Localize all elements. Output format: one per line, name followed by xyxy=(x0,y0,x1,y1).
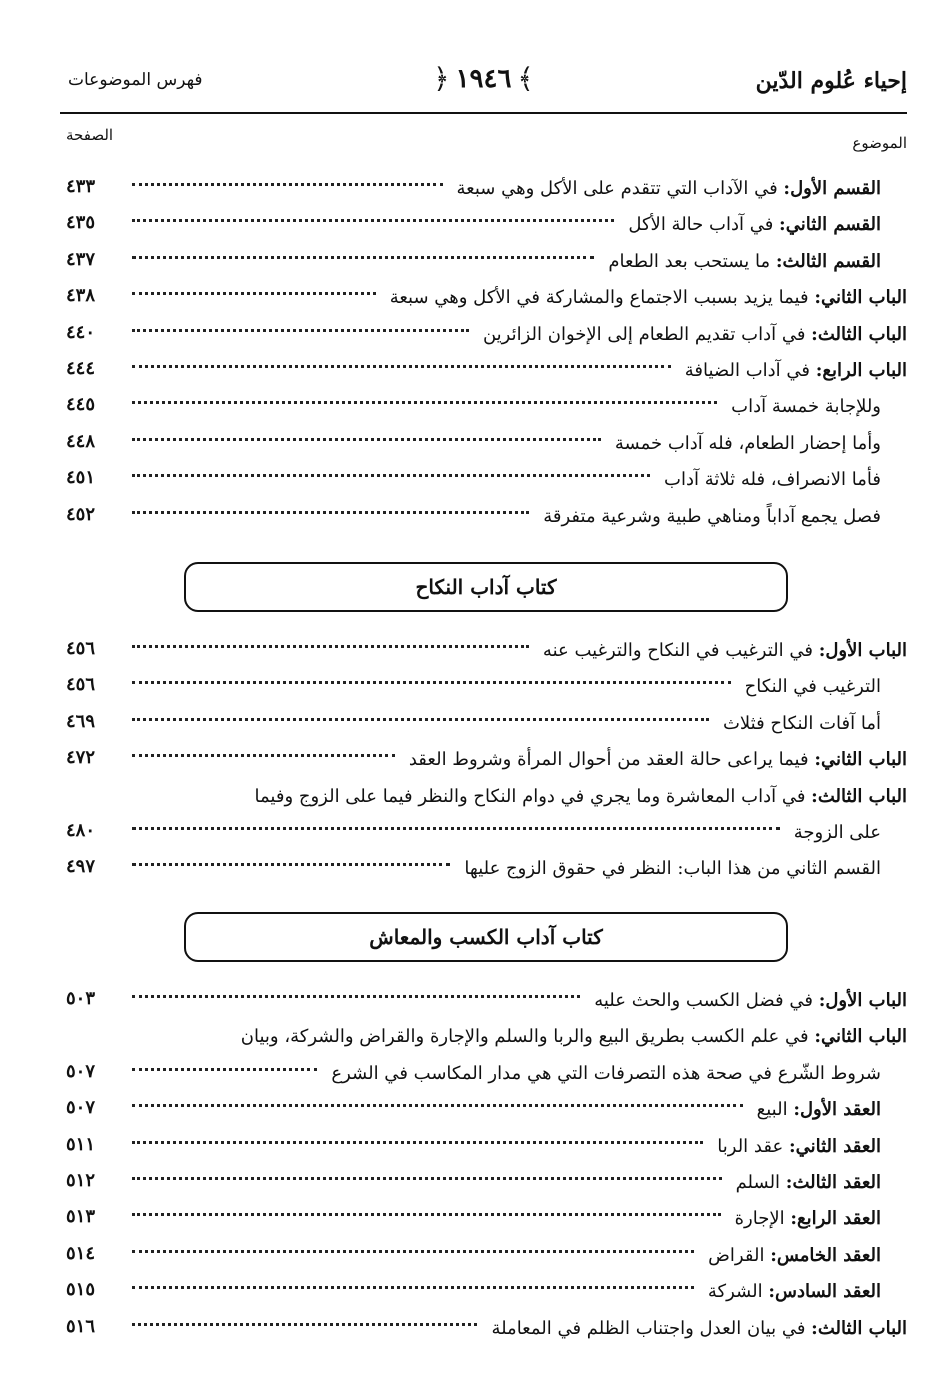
toc-entry xyxy=(60,1132,907,1168)
entry-title: وللإجابة خمسة آداب xyxy=(731,396,881,418)
dot-leader xyxy=(132,255,594,259)
entry-page-number: ٤٤٨ xyxy=(66,430,96,452)
section-title: فهرس الموضوعات xyxy=(68,70,203,90)
toc-entry xyxy=(60,1204,907,1240)
entry-title: في الآداب التي تتقدم على الأكل وهي سبعة xyxy=(456,178,778,199)
entry-page-number: ٥١٣ xyxy=(66,1206,96,1228)
entry-text xyxy=(588,990,907,1011)
entry-page-number: ٤٥٦ xyxy=(66,638,96,659)
entry-title: فأما الانصراف، فله ثلاثة آداب xyxy=(664,469,881,491)
entry-label: العقد الثاني: xyxy=(788,1135,881,1157)
dot-leader xyxy=(132,1249,694,1253)
entry-page-number: ٤٨٠ xyxy=(66,819,96,841)
entry-page-number: ٥٠٧ xyxy=(66,1097,96,1119)
entry-page-number: ٥١٥ xyxy=(66,1279,96,1301)
page-number xyxy=(433,62,534,95)
entry-title: في آداب حالة الأكل xyxy=(628,214,774,236)
header-rule xyxy=(60,112,907,114)
entry-text xyxy=(658,469,881,490)
entry-text xyxy=(235,1026,907,1047)
entry-title: الشركة xyxy=(707,1281,763,1303)
entry-text xyxy=(788,822,881,843)
entry-text xyxy=(730,1172,881,1193)
toc-entry xyxy=(60,429,907,465)
entry-page-number: ٤٣٧ xyxy=(66,248,96,270)
entry-text xyxy=(717,713,881,734)
book-heading-nikah: كتاب آداب النكاح xyxy=(184,562,788,612)
dot-leader xyxy=(132,400,717,404)
toc-entry xyxy=(60,782,907,818)
entry-title: فيما يزيد بسبب الاجتماع والمشاركة في الأكل وهي سبعة xyxy=(389,287,809,309)
entry-text xyxy=(325,1063,881,1084)
entry-label: الباب الثالث: xyxy=(811,785,907,807)
toc-entry xyxy=(60,174,907,210)
dot-leader xyxy=(132,680,731,684)
brace-right-icon: ﴾ xyxy=(517,62,534,95)
toc-entry xyxy=(60,356,907,392)
column-header-topic: الموضوع xyxy=(852,134,907,152)
entry-page-number: ٤٤٠ xyxy=(66,321,96,343)
toc-entry xyxy=(60,247,907,283)
entry-title: الترغيب في النكاح xyxy=(744,676,881,698)
running-head xyxy=(60,62,907,106)
entry-page-number: ٤٦٩ xyxy=(66,710,96,732)
entry-label: العقد الثالث: xyxy=(785,1171,881,1193)
toc-entry xyxy=(60,1277,907,1313)
entry-page-number: ٤٤٥ xyxy=(66,394,96,416)
dot-leader xyxy=(132,717,709,721)
entry-page-number: ٤٧٢ xyxy=(66,747,96,769)
dot-leader xyxy=(132,644,529,648)
dot-leader xyxy=(132,510,529,514)
toc-group-1 xyxy=(60,174,907,538)
book-heading-kasb: كتاب آداب الكسب والمعاش xyxy=(184,912,788,962)
toc-entry xyxy=(60,672,907,708)
entry-text xyxy=(451,178,881,199)
entry-page-number: ٤٥٢ xyxy=(66,503,96,525)
entry-label: الباب الأول: xyxy=(818,990,907,1011)
entry-title: على الزوجة xyxy=(793,821,881,843)
dot-leader xyxy=(132,826,780,830)
entry-text xyxy=(485,1318,907,1339)
toc-entry xyxy=(60,709,907,745)
entry-text xyxy=(702,1281,881,1302)
dot-leader xyxy=(132,862,450,866)
entry-label: العقد الرابع: xyxy=(790,1208,881,1230)
entry-page-number: ٤٩٧ xyxy=(66,856,96,878)
entry-label: العقد الأول: xyxy=(793,1099,881,1121)
entry-page-number: ٤٣٨ xyxy=(66,285,96,307)
entry-text xyxy=(537,506,881,527)
entry-title: في آداب تقديم الطعام إلى الإخوان الزائرين xyxy=(482,323,806,345)
entry-title: في آداب المعاشرة وما يجري في دوام النكاح والنظر فيما على الزوج وفيما xyxy=(254,785,806,807)
toc-entry xyxy=(60,283,907,319)
toc-group-2 xyxy=(60,636,907,891)
toc-entry xyxy=(60,320,907,356)
entry-title: في آداب الضيافة xyxy=(684,359,810,381)
dot-leader xyxy=(132,1140,703,1144)
entry-label: الباب الثاني: xyxy=(814,287,907,309)
entry-title: في بيان العدل واجتناب الظلم في المعاملة xyxy=(491,1317,806,1339)
entry-label: الباب الأول: xyxy=(818,640,907,661)
page-number-text: ١٩٤٦ xyxy=(455,63,512,94)
entry-page-number: ٤٥٦ xyxy=(66,674,96,696)
toc-entry xyxy=(60,1314,907,1350)
toc-entry xyxy=(60,636,907,672)
entry-text xyxy=(622,214,881,235)
entry-title: في علم الكسب بطريق البيع والربا والسلم والإجارة والقراض والشركة، وبيان xyxy=(240,1026,809,1048)
entry-page-number: ٥١١ xyxy=(66,1133,96,1155)
entry-label: القسم الثاني: xyxy=(779,214,881,236)
toc-entry xyxy=(60,1059,907,1095)
toc-entry xyxy=(60,502,907,538)
entry-text xyxy=(725,396,881,417)
entry-page-number: ٥١٦ xyxy=(66,1315,96,1337)
entry-text xyxy=(702,1245,881,1266)
dot-leader xyxy=(132,1176,722,1180)
entry-text xyxy=(602,251,881,272)
entry-text xyxy=(477,324,907,345)
dot-leader xyxy=(132,328,469,332)
dot-leader xyxy=(132,437,601,441)
entry-title: في الترغيب في النكاح والترغيب عنه xyxy=(542,640,813,661)
entry-label: القسم الأول: xyxy=(783,178,881,199)
dot-leader xyxy=(132,1322,477,1326)
dot-leader xyxy=(132,182,443,186)
entry-text xyxy=(403,749,907,770)
book-title: إحياء عُلوم الدّين xyxy=(755,68,907,94)
toc-entry xyxy=(60,1022,907,1058)
entry-label: العقد السادس: xyxy=(768,1281,881,1303)
entry-page-number: ٥٠٣ xyxy=(66,988,96,1009)
toc-group-3 xyxy=(60,986,907,1350)
dot-leader xyxy=(132,1212,721,1216)
entry-title: فيما يراعى حالة العقد من أحوال المرأة وشروط العقد xyxy=(408,749,809,771)
entry-label: الباب الرابع: xyxy=(815,359,907,381)
entry-title: وأما إحضار الطعام، فله آداب خمسة xyxy=(614,432,881,454)
toc-entry xyxy=(60,465,907,501)
entry-page-number: ٤٤٤ xyxy=(66,357,96,379)
entry-title: البيع xyxy=(756,1099,788,1121)
entry-text xyxy=(458,858,881,879)
entry-text xyxy=(679,360,907,381)
entry-text xyxy=(751,1099,881,1120)
dot-leader xyxy=(132,218,614,222)
dot-leader xyxy=(132,1103,743,1107)
entry-text xyxy=(609,433,881,454)
entry-text xyxy=(729,1208,881,1229)
entry-label: القسم الثالث: xyxy=(775,250,881,272)
entry-label: الباب الثالث: xyxy=(811,1317,907,1339)
entry-title: القسم الثاني من هذا الباب: النظر في حقوق الزوج عليها xyxy=(464,858,881,880)
entry-page-number: ٤٣٥ xyxy=(66,212,96,234)
toc-entry xyxy=(60,818,907,854)
toc-entry xyxy=(60,854,907,890)
entry-page-number: ٥١٤ xyxy=(66,1242,96,1264)
dot-leader xyxy=(132,994,580,998)
entry-title: شروط الشّرع في صحة هذه التصرفات التي هي مدار المكاسب في الشرع xyxy=(331,1062,881,1084)
toc-entry xyxy=(60,1241,907,1277)
entry-title: عقد الربا xyxy=(717,1135,784,1157)
entry-title: فصل يجمع آداباً ومناهي طبية وشرعية متفرقة xyxy=(543,505,881,527)
entry-label: العقد الخامس: xyxy=(770,1244,881,1266)
dot-leader xyxy=(132,1067,317,1071)
entry-page-number: ٤٣٣ xyxy=(66,176,96,197)
brace-left-icon: ﴿ xyxy=(433,62,450,95)
dot-leader xyxy=(132,291,376,295)
entry-page-number: ٤٥١ xyxy=(66,467,96,489)
entry-label: الباب الثالث: xyxy=(811,323,907,345)
entry-page-number: ٥١٢ xyxy=(66,1169,96,1191)
toc-entry xyxy=(60,745,907,781)
entry-title: القراض xyxy=(708,1244,765,1266)
entry-label: الباب الثاني: xyxy=(814,1026,907,1048)
entry-label: الباب الثاني: xyxy=(814,749,907,771)
entry-text xyxy=(249,786,907,807)
entry-page-number: ٥٠٧ xyxy=(66,1060,96,1082)
toc-entry xyxy=(60,1168,907,1204)
entry-text xyxy=(537,640,907,661)
entry-text xyxy=(384,287,907,308)
dot-leader xyxy=(132,473,650,477)
entry-text xyxy=(711,1136,881,1157)
entry-title: الإجارة xyxy=(734,1208,785,1230)
entry-title: في فضل الكسب والحث عليه xyxy=(594,990,813,1011)
toc-entry xyxy=(60,986,907,1022)
toc-entry xyxy=(60,392,907,428)
dot-leader xyxy=(132,1285,694,1289)
column-header-page: الصفحة xyxy=(66,126,114,144)
entry-title: السلم xyxy=(735,1171,781,1193)
dot-leader xyxy=(132,753,395,757)
dot-leader xyxy=(132,364,671,368)
entry-title: ما يستحب بعد الطعام xyxy=(608,250,771,272)
toc-entry xyxy=(60,210,907,246)
toc-entry xyxy=(60,1095,907,1131)
entry-text xyxy=(739,676,881,697)
entry-title: أما آفات النكاح فثلاث xyxy=(722,712,881,734)
